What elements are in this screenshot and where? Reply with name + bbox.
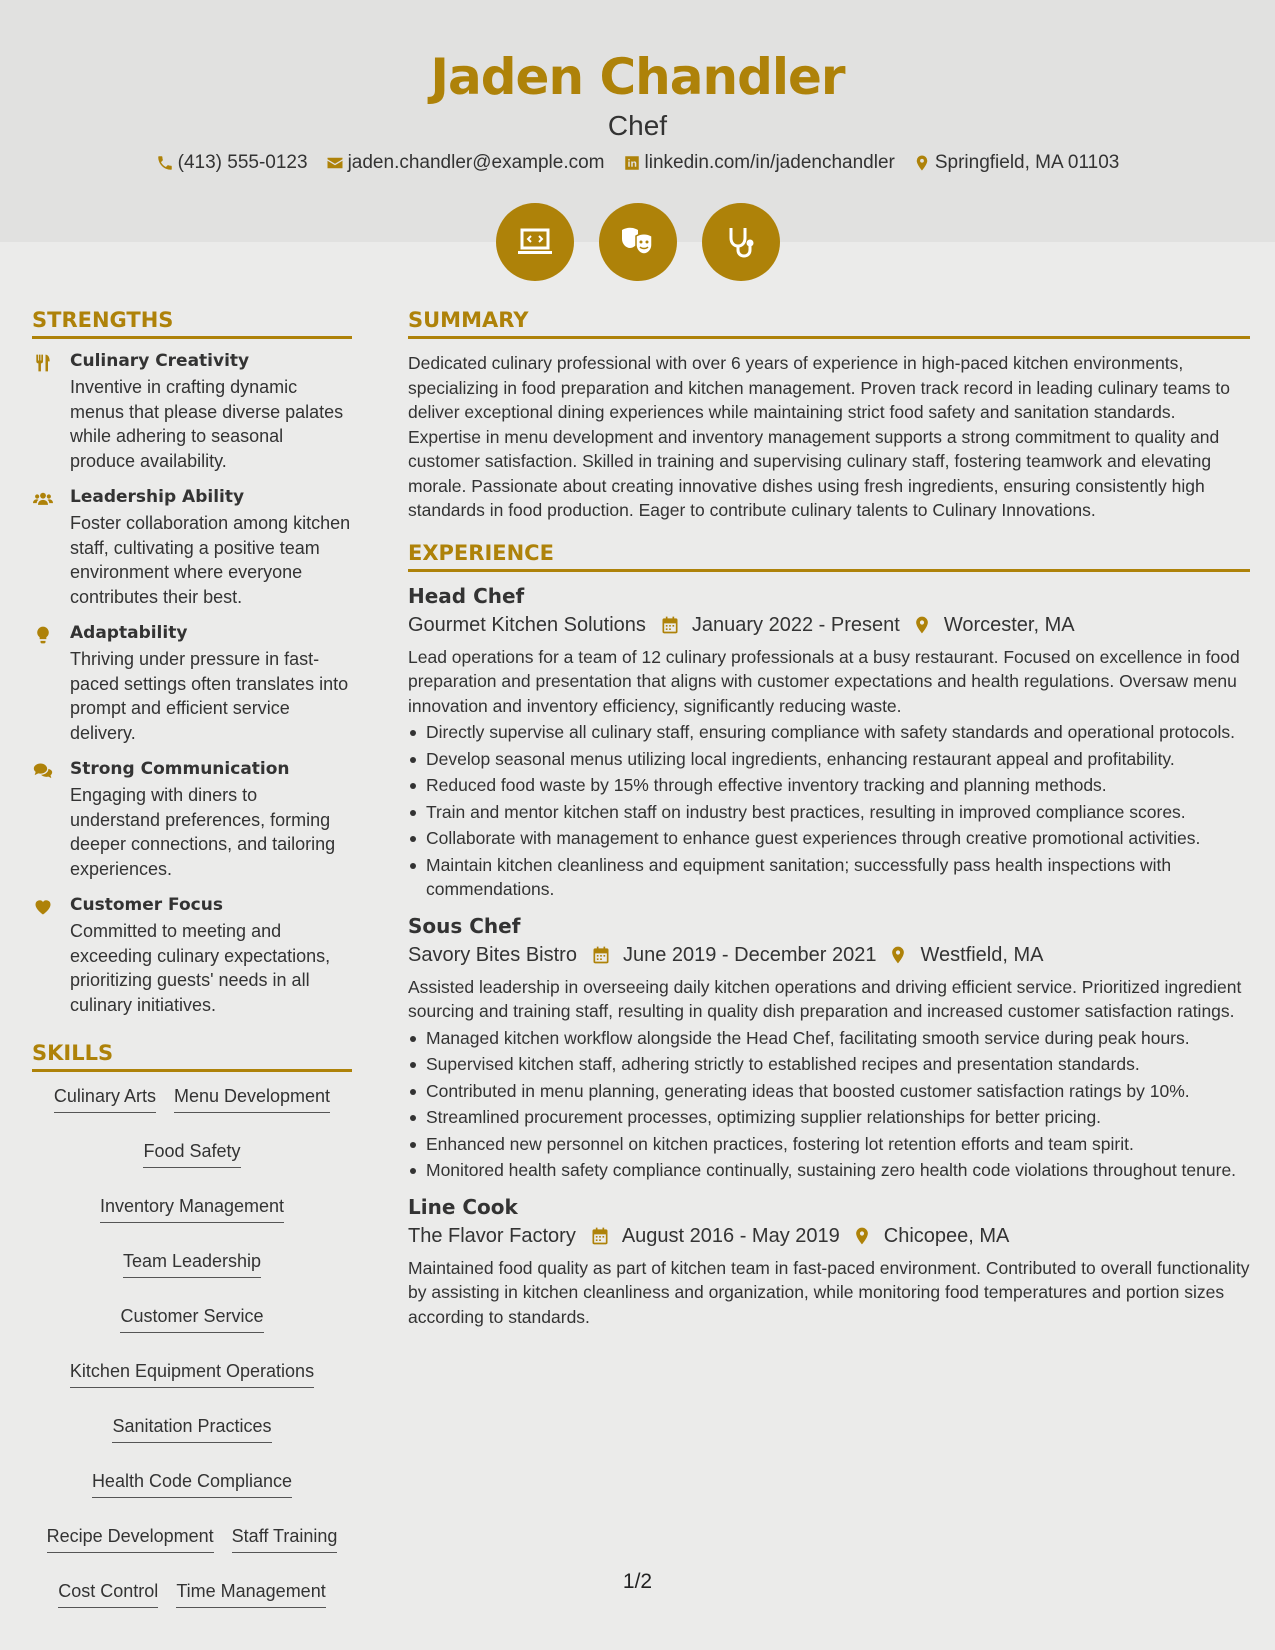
job-location: Chicopee, MA bbox=[883, 1224, 1010, 1247]
skill-tag: Time Management bbox=[176, 1581, 325, 1608]
map-pin-icon bbox=[888, 945, 908, 965]
job-company: Gourmet Kitchen Solutions bbox=[408, 613, 646, 636]
job-entry bbox=[408, 914, 1250, 1183]
strength-item bbox=[32, 623, 352, 745]
list-item: Directly supervise all culinary staff, ensuring compliance with safety standards and operational protocols. bbox=[408, 720, 1250, 745]
strength-desc: Foster collaboration among kitchen staff, cultivating a positive team environment where everyone contributes their best. bbox=[70, 513, 351, 607]
strength-desc: Committed to meeting and exceeding culinary expectations, prioritizing guests' needs in all culinary initiatives. bbox=[70, 921, 331, 1015]
list-item: Supervised kitchen staff, adhering strictly to established recipes and presentation standards. bbox=[408, 1052, 1250, 1077]
skill-tag: Customer Service bbox=[120, 1306, 263, 1333]
job-meta bbox=[408, 614, 1250, 637]
skill-tag: Food Safety bbox=[143, 1141, 240, 1168]
list-item: Reduced food waste by 15% through effective inventory tracking and planning methods. bbox=[408, 773, 1250, 798]
skills-heading: SKILLS bbox=[32, 1041, 352, 1072]
email-text: jaden.chandler@example.com bbox=[347, 152, 605, 173]
skill-tag: Inventory Management bbox=[100, 1196, 284, 1223]
job-company: Savory Bites Bistro bbox=[408, 943, 577, 966]
job-description: Assisted leadership in overseeing daily kitchen operations and driving efficient service. Prioritized ingredient sourcing and training staff, resulting in quality dish preparation and increased customer satisfaction ratings. bbox=[408, 976, 1242, 1021]
job-dates: January 2022 - Present bbox=[691, 613, 900, 636]
envelope-icon bbox=[326, 154, 344, 172]
job-entry bbox=[408, 1195, 1250, 1330]
skill-tag: Culinary Arts bbox=[54, 1086, 156, 1113]
job-title: Line Cook bbox=[408, 1194, 518, 1219]
job-title: Head Chef bbox=[408, 583, 525, 608]
theater-masks-icon bbox=[618, 222, 658, 262]
job-location: Worcester, MA bbox=[943, 613, 1075, 636]
list-item: Maintain kitchen cleanliness and equipment sanitation; successfully pass health inspections with commendations. bbox=[408, 853, 1250, 902]
strength-desc: Thriving under pressure in fast-paced settings often translates into prompt and efficient service delivery. bbox=[70, 649, 349, 743]
job-title: Sous Chef bbox=[408, 913, 521, 938]
strengths-heading: STRENGTHS bbox=[32, 308, 352, 339]
linkedin-text: linkedin.com/in/jadenchandler bbox=[644, 152, 895, 173]
users-icon bbox=[32, 489, 54, 509]
list-item: Monitored health safety compliance continually, sustaining zero health code violations throughout tenure. bbox=[408, 1158, 1250, 1183]
strength-desc: Inventive in crafting dynamic menus that please diverse palates while adhering to seasonal produce availability. bbox=[70, 377, 344, 471]
list-item: Develop seasonal menus utilizing local ingredients, enhancing restaurant appeal and profitability. bbox=[408, 747, 1250, 772]
strength-item bbox=[32, 351, 352, 473]
comments-icon bbox=[32, 761, 54, 781]
job-company: The Flavor Factory bbox=[408, 1224, 576, 1247]
skill-tag: Team Leadership bbox=[123, 1251, 261, 1278]
skill-tag: Sanitation Practices bbox=[112, 1416, 271, 1443]
list-item: Managed kitchen workflow alongside the Head Chef, facilitating smooth service during peak hours. bbox=[408, 1026, 1250, 1051]
left-column bbox=[32, 308, 352, 1610]
job-bullets bbox=[408, 720, 1250, 902]
lightbulb-icon bbox=[32, 625, 54, 645]
strength-title: Customer Focus bbox=[70, 895, 223, 915]
stethoscope-badge bbox=[702, 203, 780, 281]
candidate-name: Jaden Chandler bbox=[430, 48, 845, 106]
interest-icons bbox=[0, 203, 1275, 281]
job-meta bbox=[408, 1225, 1250, 1248]
map-pin-icon bbox=[912, 615, 932, 635]
phone-text: (413) 555-0123 bbox=[177, 152, 308, 173]
skill-tag: Health Code Compliance bbox=[92, 1471, 292, 1498]
job-description: Lead operations for a team of 12 culinary professionals at a busy restaurant. Focused on excellence in food preparation and presentation that aligns with customer expectations and health regulations. Oversaw menu innovation and inventory efficiency, significantly reducing waste. bbox=[408, 646, 1240, 716]
map-pin-icon bbox=[913, 154, 931, 172]
strength-title: Culinary Creativity bbox=[70, 351, 250, 371]
theater-masks-badge bbox=[599, 203, 677, 281]
skill-tag: Menu Development bbox=[174, 1086, 330, 1113]
contact-linkedin[interactable] bbox=[623, 152, 895, 174]
skill-tag: Recipe Development bbox=[47, 1526, 214, 1553]
strength-item bbox=[32, 759, 352, 881]
strengths-list bbox=[32, 351, 352, 1017]
map-pin-icon bbox=[852, 1226, 872, 1246]
summary-text: Dedicated culinary professional with over 6 years of experience in high-paced kitchen environments, specializing in food preparation and kitchen management. Proven track record in leading culinary teams to deliver exceptional dining experiences while maintaining strict food safety and sanitation standards. Expertise in menu development and inventory management supports a strong commitment to quality and customer satisfaction. Skilled in training and supervising culinary staff, fostering teamwork and elevating morale. Passionate about creating innovative dishes using fresh ingredients, ensuring consistently high standards in food production. Eager to contribute culinary talents to Culinary Innovations. bbox=[408, 353, 1230, 520]
page-number: 1/2 bbox=[622, 1570, 653, 1593]
job-dates: June 2019 - December 2021 bbox=[622, 943, 877, 966]
contact-location bbox=[913, 152, 1120, 174]
linkedin-icon bbox=[623, 154, 641, 172]
calendar-icon bbox=[590, 1226, 610, 1246]
contact-email[interactable] bbox=[326, 152, 605, 174]
skill-tag: Kitchen Equipment Operations bbox=[70, 1361, 314, 1388]
skill-tag: Cost Control bbox=[58, 1581, 158, 1608]
list-item: Contributed in menu planning, generating ideas that boosted customer satisfaction ratings by 10%. bbox=[408, 1079, 1250, 1104]
list-item: Enhanced new personnel on kitchen practices, fostering lot retention efforts and team spirit. bbox=[408, 1132, 1250, 1157]
job-entry bbox=[408, 584, 1250, 902]
strength-desc: Engaging with diners to understand preferences, forming deeper connections, and tailoring experiences. bbox=[70, 785, 336, 879]
right-column bbox=[408, 308, 1250, 1341]
strength-item bbox=[32, 895, 352, 1017]
utensils-icon bbox=[32, 353, 54, 373]
job-bullets bbox=[408, 1026, 1250, 1183]
strength-item bbox=[32, 487, 352, 609]
job-meta bbox=[408, 944, 1250, 967]
skills-list bbox=[32, 1084, 352, 1610]
heart-icon bbox=[32, 897, 54, 917]
summary-heading: SUMMARY bbox=[408, 308, 1250, 339]
stethoscope-icon bbox=[721, 222, 761, 262]
strength-title: Adaptability bbox=[70, 623, 188, 643]
list-item: Streamlined procurement processes, optimizing supplier relationships for better pricing. bbox=[408, 1105, 1250, 1130]
phone-icon bbox=[156, 154, 174, 172]
calendar-icon bbox=[591, 945, 611, 965]
laptop-code-badge bbox=[496, 203, 574, 281]
job-location: Westfield, MA bbox=[920, 943, 1044, 966]
contact-phone[interactable] bbox=[156, 152, 308, 174]
skill-tag: Staff Training bbox=[232, 1526, 338, 1553]
strength-title: Strong Communication bbox=[70, 759, 290, 779]
list-item: Train and mentor kitchen staff on industry best practices, resulting in improved compliance scores. bbox=[408, 800, 1250, 825]
laptop-code-icon bbox=[515, 222, 555, 262]
calendar-icon bbox=[660, 615, 680, 635]
job-description: Maintained food quality as part of kitchen team in fast-paced environment. Contributed to overall functionality by assisting in kitchen cleanliness and organization, while monitoring food temperatures and portion sizes according to standards. bbox=[408, 1257, 1250, 1327]
strength-title: Leadership Ability bbox=[70, 487, 245, 507]
contact-bar bbox=[0, 152, 1275, 174]
list-item: Collaborate with management to enhance guest experiences through creative promotional activities. bbox=[408, 826, 1250, 851]
job-dates: August 2016 - May 2019 bbox=[621, 1224, 840, 1247]
location-text: Springfield, MA 01103 bbox=[934, 152, 1120, 173]
experience-heading: EXPERIENCE bbox=[408, 541, 1250, 572]
candidate-title: Chef bbox=[607, 110, 668, 141]
